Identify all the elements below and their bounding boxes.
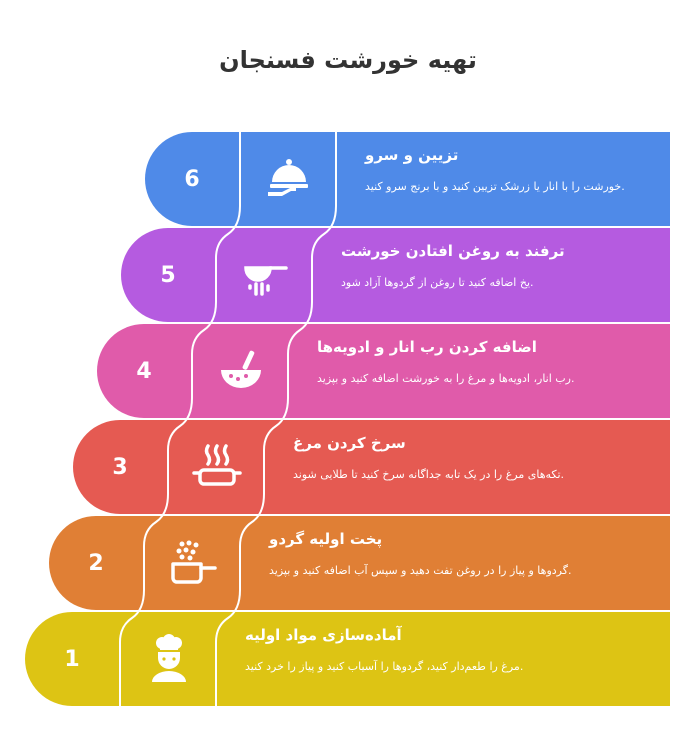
frying-pan-icon [169, 420, 265, 514]
step-6 [145, 132, 670, 226]
step-4 [97, 324, 670, 418]
step-number: 6 [184, 166, 200, 192]
step-number: 3 [112, 454, 128, 480]
step-number: 1 [64, 646, 80, 672]
step-number: 5 [160, 262, 176, 288]
chef-icon [121, 612, 217, 706]
step-description: .خورشت را با انار یا زرشک تزیین کنید و با برنج سرو کنید [365, 180, 625, 193]
step-5 [121, 228, 670, 322]
step-description: .مرغ را طعم‌دار کنید، گردوها را آسیاب کنید و پیاز را خرد کنید [245, 660, 524, 673]
step-heading: پخت اولیه گردو [269, 530, 383, 548]
strainer-icon [217, 228, 313, 322]
step-description: .رب انار، ادویه‌ها و مرغ را به خورشت اضافه کنید و بپزید [317, 372, 575, 385]
step-heading: سرخ کردن مرغ [293, 434, 406, 452]
step-description: .تکه‌های مرغ را در یک تابه جداگانه سرخ کنید تا طلایی شوند [293, 468, 565, 481]
step-number: 2 [88, 550, 104, 576]
step-heading: ترفند به روغن افتادن خورشت [341, 242, 565, 260]
step-heading: تزیین و سرو [365, 146, 459, 164]
pot-icon [145, 516, 241, 610]
step-1 [25, 612, 670, 706]
step-description: .گردوها و پیاز را در روغن تفت دهید و سپس آب اضافه کنید و بپزید [269, 564, 572, 577]
step-2 [49, 516, 670, 610]
step-heading: اضافه کردن رب انار و ادویه‌ها [317, 338, 537, 356]
step-description: .یخ اضافه کنید تا روغن از گردوها آزاد شود [341, 276, 534, 289]
mixing-bowl-icon [193, 324, 289, 418]
step-3 [73, 420, 670, 514]
serving-cloche-icon [241, 132, 337, 226]
step-number: 4 [136, 358, 152, 384]
page-title: تهیه خورشت فسنجان [219, 46, 477, 74]
step-heading: آماده‌سازی مواد اولیه [245, 626, 402, 644]
